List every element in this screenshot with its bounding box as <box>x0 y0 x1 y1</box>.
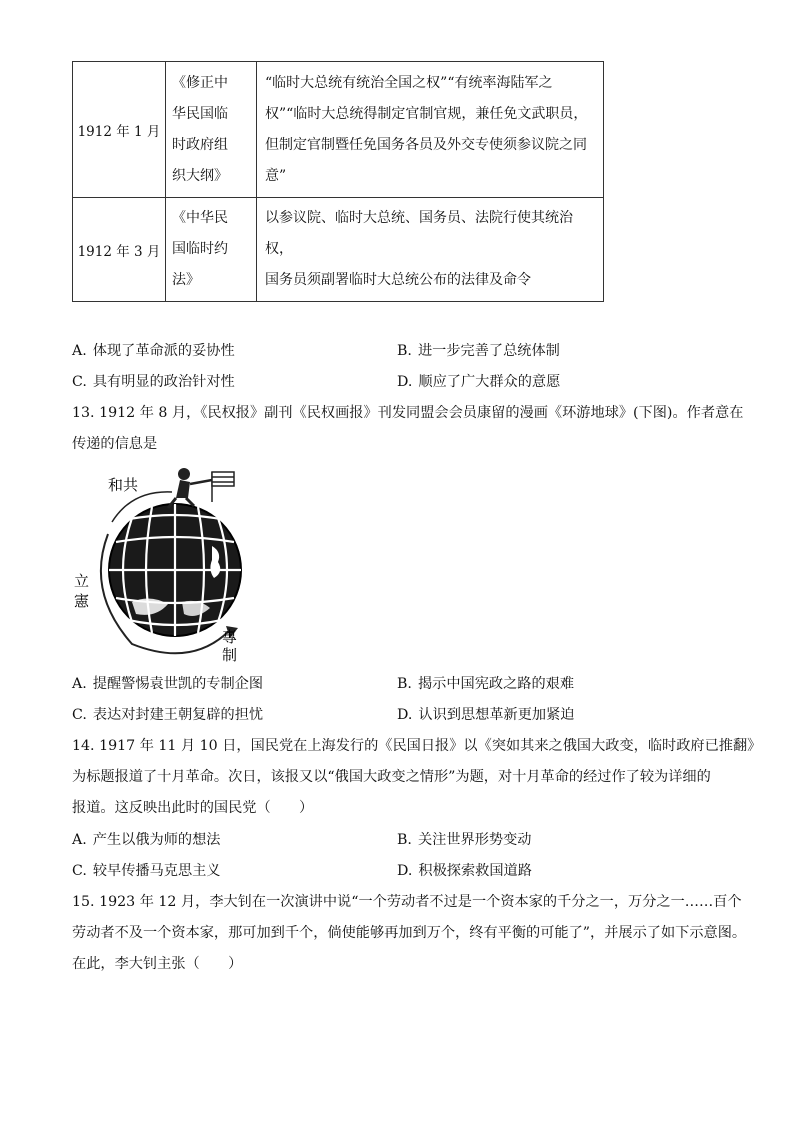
content-line: 权”“临时大总统得制定官制官规，兼任免文武职员， <box>265 105 588 122</box>
q13-option-a[interactable]: A. 提醒警惕袁世凯的专制企图 <box>72 676 264 692</box>
table-date-cell: 1912 年 1 月 <box>73 62 166 198</box>
table-document-name-cell <box>166 198 257 302</box>
content-line: 但制定官制暨任免国务各员及外交专使须参议院之同 <box>265 136 587 153</box>
document-name-line: 时政府组 <box>172 136 228 153</box>
table-content-cell <box>257 198 604 302</box>
content-line: 意” <box>265 167 287 184</box>
q13-option-d[interactable]: D. 认识到思想革新更加紧迫 <box>397 707 575 723</box>
cartoon-label: 憲 <box>74 592 90 610</box>
table-document-name-cell <box>166 62 257 198</box>
q13-stem-line: 13. 1912 年 8 月，《民权报》副刊《民权画报》刊发同盟会会员康留的漫画《环游地球》(下图)。作者意在 <box>72 405 744 421</box>
q14-option-a[interactable]: A. 产生以俄为师的想法 <box>72 832 221 848</box>
content-line: 以参议院、临时大总统、国务员、法院行使其统治权， <box>265 210 573 257</box>
q14-stem-line: 报道。这反映出此时的国民党（ ） <box>72 800 314 816</box>
q12-option-c[interactable]: C. 具有明显的政治针对性 <box>72 374 235 390</box>
q14-option-c[interactable]: C. 较早传播马克思主义 <box>72 863 221 879</box>
q15-stem-line: 15. 1923 年 12 月，李大钊在一次演讲中说“一个劳动者不过是一个资本家的千分之一，万分之一……百个 <box>72 894 742 910</box>
document-name-line: 华民国临 <box>172 105 228 122</box>
q12-option-a[interactable]: A. 体现了革命派的妥协性 <box>72 343 235 359</box>
q15-stem-line: 劳动者不及一个资本家，那可加到千个，倘使能够再加到万个，终有平衡的可能了”，并展示了如下示意图。 <box>72 925 747 941</box>
q14-stem-line: 14. 1917 年 11 月 10 日，国民党在上海发行的《民国日报》以《突如其来之俄国大政变，临时政府已推翻》 <box>72 738 762 754</box>
q14-stem-line: 为标题报道了十月革命。次日，该报又以“俄国大政变之情形”为题，对十月革命的经过作了较为详细的 <box>72 769 711 785</box>
q13-option-b[interactable]: B. 揭示中国宪政之路的艰难 <box>397 676 575 692</box>
cartoon-label: 制 <box>222 646 238 662</box>
q14-option-d[interactable]: D. 积极探索救国道路 <box>397 863 532 879</box>
table-row <box>73 198 604 302</box>
cartoon-label: 立 <box>74 572 90 590</box>
q12-option-d[interactable]: D. 顺应了广大群众的意愿 <box>397 374 561 390</box>
document-name-line: 法》 <box>172 272 200 288</box>
cartoon-label: 和共 <box>108 476 139 494</box>
document-name-line: 《修正中 <box>172 74 228 91</box>
q14-option-b[interactable]: B. 关注世界形势变动 <box>397 832 532 848</box>
document-name-line: 《中华民 <box>172 210 228 226</box>
document-name-line: 国临时约 <box>172 241 228 257</box>
content-line: 国务员须副署临时大总统公布的法律及命令 <box>265 272 531 288</box>
q13-option-c[interactable]: C. 表达对封建王朝复辟的担忧 <box>72 707 264 723</box>
constitution-comparison-table <box>72 61 604 302</box>
q13-stem-line: 传递的信息是 <box>72 436 158 452</box>
table-row <box>73 62 604 198</box>
table-content-cell <box>257 62 604 198</box>
q12-option-b[interactable]: B. 进一步完善了总统体制 <box>397 343 560 359</box>
table-date-cell: 1912 年 3 月 <box>73 198 166 302</box>
cartoon-label: 專 <box>222 628 238 646</box>
globe-cartoon-image <box>72 462 262 662</box>
document-name-line: 织大纲》 <box>172 167 228 184</box>
content-line: “临时大总统有统治全国之权”“有统率海陆军之 <box>265 74 553 91</box>
q15-stem-line: 在此，李大钊主张（ ） <box>72 956 243 972</box>
